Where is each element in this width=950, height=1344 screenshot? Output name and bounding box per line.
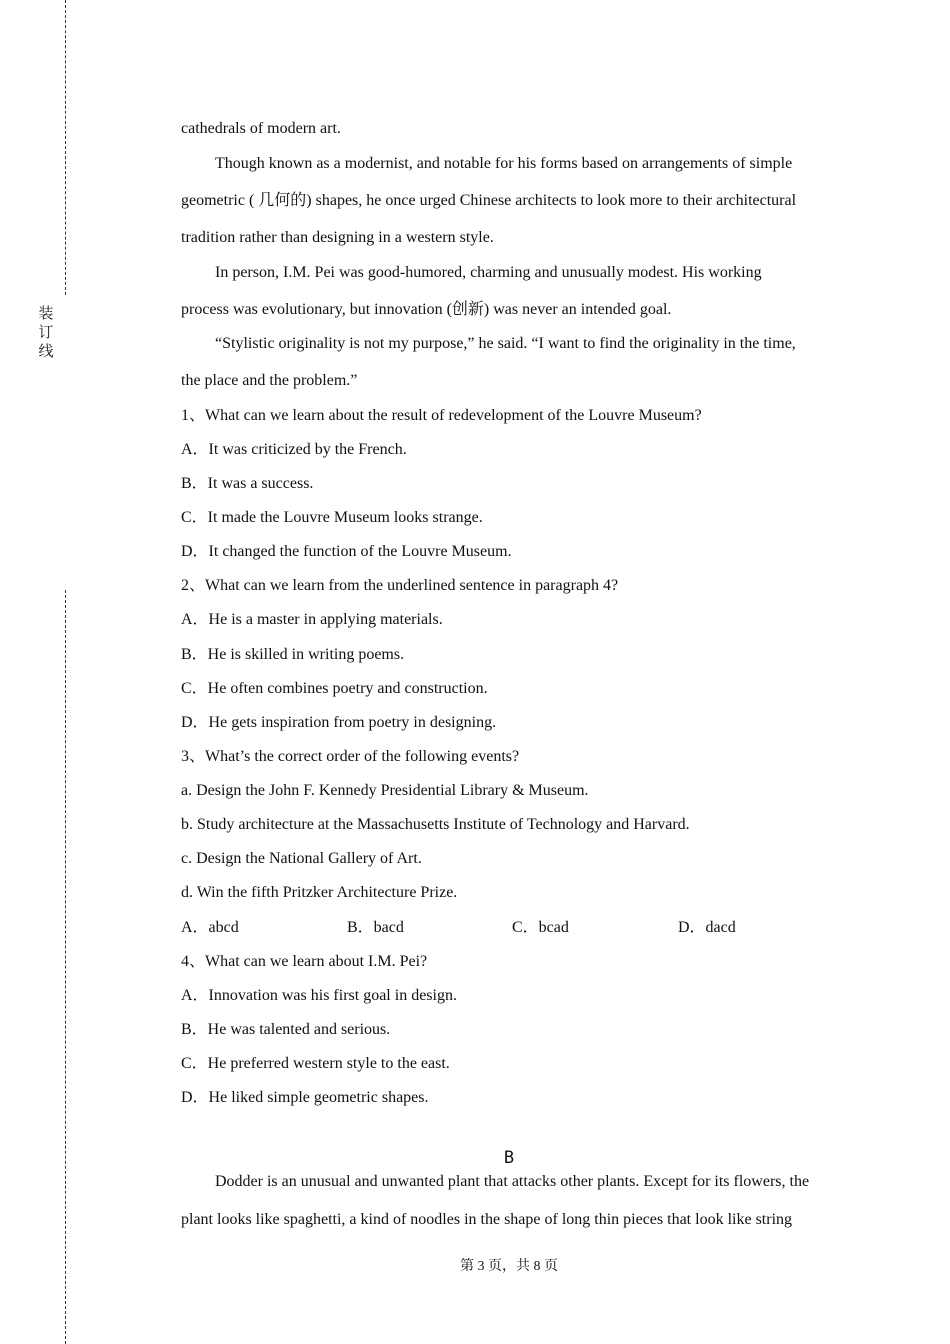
passage-line: Dodder is an unusual and unwanted plant that attacks other plants. Except for its flowers, the	[215, 1173, 810, 1190]
binding-line-top	[65, 0, 66, 295]
passage-line: In person, I.M. Pei was good-humored, charming and unusually modest. His working	[215, 264, 762, 281]
passage-line: Though known as a modernist, and notable for his forms based on arrangements of simple	[215, 155, 793, 172]
answer-option: A．abcd	[181, 919, 239, 936]
answer-option: A．He is a master in applying materials.	[181, 611, 443, 628]
answer-option: D．It changed the function of the Louvre Museum.	[181, 543, 512, 560]
answer-option: D．dacd	[678, 919, 736, 936]
question-stem: 2、What can we learn from the underlined sentence in paragraph 4?	[181, 577, 619, 594]
passage-line: geometric ( 几何的) shapes, he once urged Chinese architects to look more to their architectural	[181, 192, 797, 209]
passage-line: cathedrals of modern art.	[181, 120, 341, 137]
answer-option: A．Innovation was his first goal in design.	[181, 987, 457, 1004]
passage-line: plant looks like spaghetti, a kind of noodles in the shape of long thin pieces that look like string	[181, 1211, 793, 1228]
binding-line-bottom	[65, 590, 66, 1344]
answer-option: C．He often combines poetry and construction.	[181, 680, 488, 697]
answer-option: D．He gets inspiration from poetry in designing.	[181, 714, 497, 731]
answer-option: B．He was talented and serious.	[181, 1021, 391, 1038]
passage-line: tradition rather than designing in a western style.	[181, 229, 494, 246]
answer-option: C．bcad	[512, 919, 569, 936]
binding-char: 装	[38, 304, 54, 322]
answer-option: A．It was criticized by the French.	[181, 441, 407, 458]
passage-line: process was evolutionary, but innovation (创新) was never an intended goal.	[181, 301, 672, 318]
answer-option: C．It made the Louvre Museum looks strange.	[181, 509, 483, 526]
event-item: a. Design the John F. Kennedy Presidential Library & Museum.	[181, 782, 589, 799]
answer-option: C．He preferred western style to the east.	[181, 1055, 450, 1072]
binding-char: 线	[38, 342, 54, 360]
answer-option: B．It was a success.	[181, 475, 314, 492]
event-item: c. Design the National Gallery of Art.	[181, 850, 422, 867]
binding-char: 订	[38, 323, 54, 341]
question-stem: 4、What can we learn about I.M. Pei?	[181, 953, 428, 970]
event-item: b. Study architecture at the Massachusetts Institute of Technology and Harvard.	[181, 816, 690, 833]
passage-line: “Stylistic originality is not my purpose,” he said. “I want to find the originality in the time,	[215, 335, 796, 352]
answer-option: B．bacd	[347, 919, 404, 936]
section-heading: B	[503, 1148, 515, 1168]
passage-line: the place and the problem.”	[181, 372, 358, 389]
binding-label	[36, 304, 56, 361]
question-stem: 3、What’s the correct order of the following events?	[181, 748, 520, 765]
answer-option: D．He liked simple geometric shapes.	[181, 1089, 429, 1106]
page-number: 第 3 页，共 8 页	[460, 1259, 558, 1274]
answer-option: B．He is skilled in writing poems.	[181, 646, 405, 663]
event-item: d. Win the fifth Pritzker Architecture Prize.	[181, 884, 458, 901]
question-stem: 1、What can we learn about the result of redevelopment of the Louvre Museum?	[181, 407, 702, 424]
